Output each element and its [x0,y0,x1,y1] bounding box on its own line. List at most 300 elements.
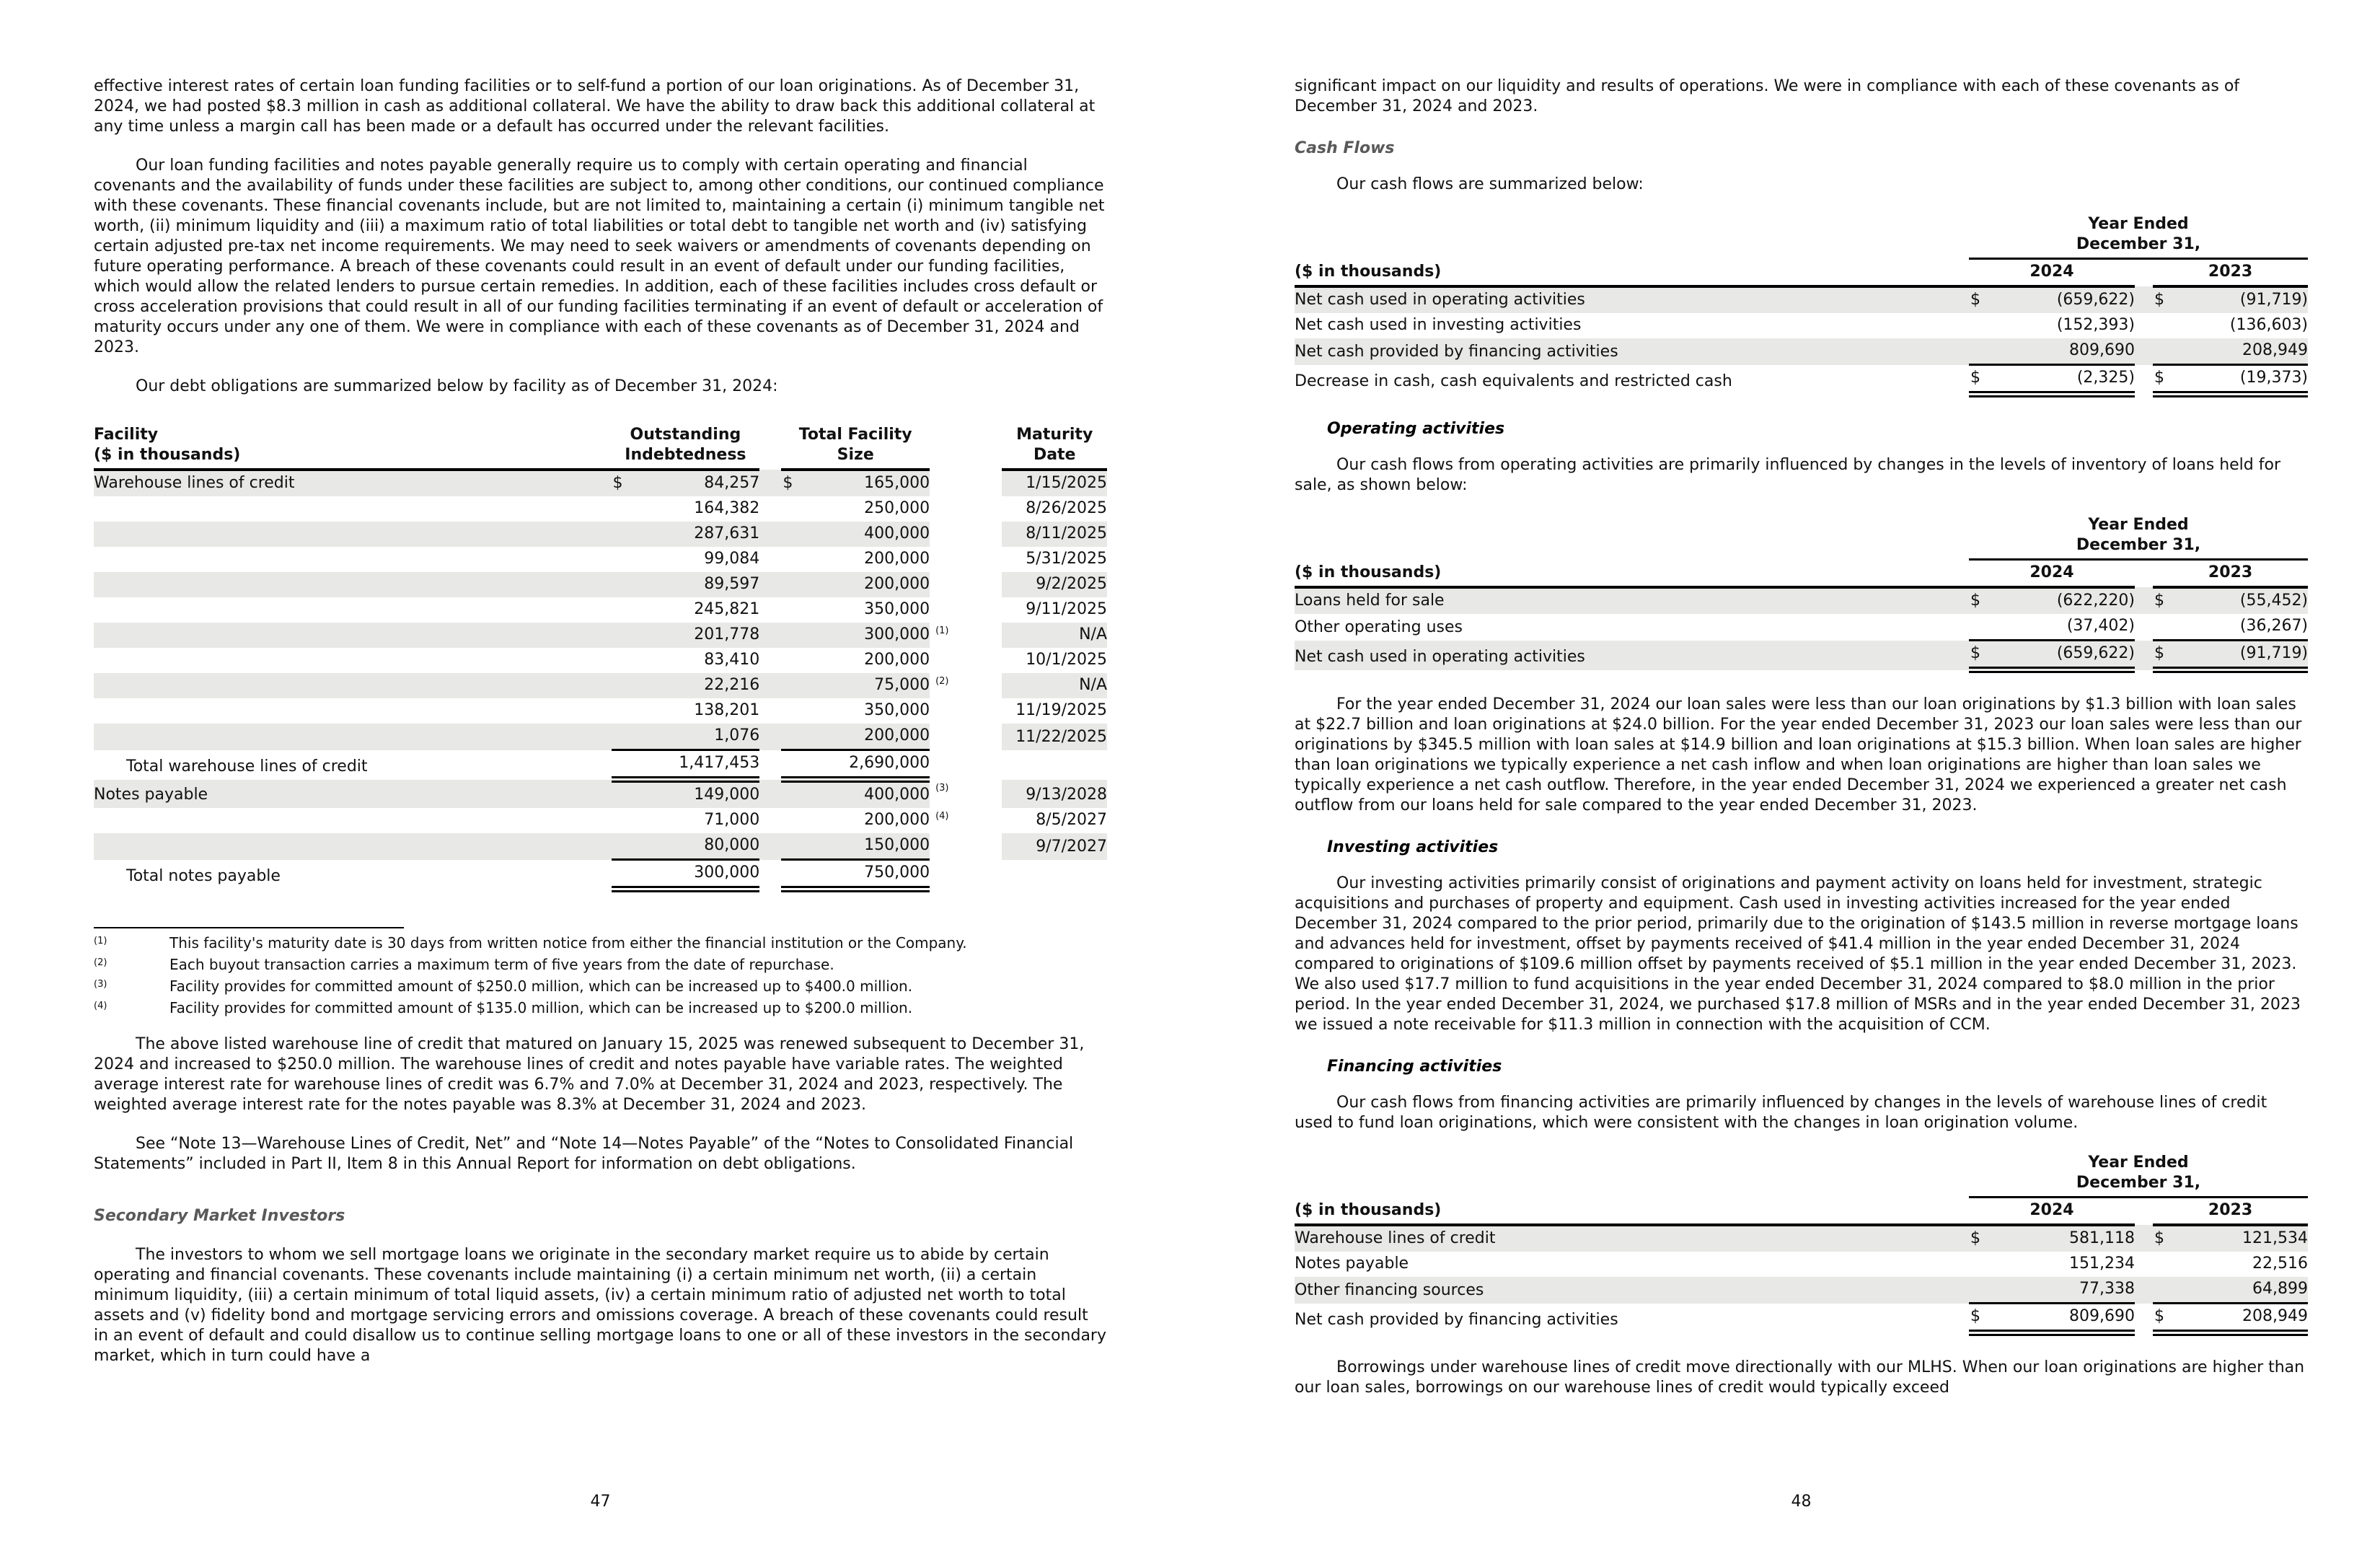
table-row [94,572,1107,597]
footnote-text: Facility provides for committed amount of $250.0 million, which can be increased up to $400.0 million. [169,977,913,995]
line-item-cell: Loans held for sale [1295,587,1969,614]
table-row [94,597,1107,623]
column-header-facility [94,423,612,470]
facility-size-cell: 150,000 [811,833,930,860]
maturity-cell: 9/7/2027 [1002,833,1107,860]
amount-2023-cell: 208,949 [2185,338,2308,365]
amount-2024-cell: 581,118 [2001,1225,2135,1252]
table-row [94,648,1107,673]
total-label-cell: Total warehouse lines of credit [126,757,368,776]
decrease-in-cash-row [1295,365,2308,395]
header-line: Year Ended [2088,1154,2189,1172]
header-spacer [2135,259,2153,287]
footnote-ref-cell [930,547,1002,572]
spacer-cell [759,673,781,698]
facility-size-cell: 250,000 [864,499,930,517]
amount-2024-cell: 151,234 [2069,1255,2135,1273]
amount-2023-cell: 64,899 [2185,1277,2308,1304]
dollar-cell [612,780,644,809]
paragraph-borrowings: Borrowings under warehouse lines of credit move directionally with our MLHS. When our loan originations are higher than our loan sales, borrowings on our warehouse lines of credit would typically exceed [1295,1358,2305,1397]
column-header-thousands: ($ in thousands) [1295,259,1969,287]
outstanding-cell: 80,000 [644,833,760,860]
header-spacer [1295,212,1969,259]
dollar-cell [612,547,644,572]
amount-2023-cell: (19,373) [2185,365,2308,395]
footnote-1 [94,933,1107,954]
table-row [94,698,1107,724]
amount-2024-cell: 77,338 [2001,1277,2135,1304]
column-header-year-ended [1969,212,2308,259]
dollar-cell [612,860,644,889]
page-48 [1295,0,2308,1551]
spacer-cell [2135,641,2153,670]
line-item-cell: Other operating uses [1295,618,1463,636]
dollar-cell [1969,614,2001,641]
facility-size-cell: 75,000 [811,673,930,698]
line-item-cell: Net cash used in operating activities [1295,641,1969,670]
column-header-2024: 2024 [1969,259,2135,287]
footnote-ref-cell: (4) [935,811,949,822]
spacer-cell [759,572,781,597]
amount-2024-cell: (622,220) [2001,587,2135,614]
operating-activities-table [1295,513,2308,673]
outstanding-total-cell: 300,000 [644,860,760,889]
column-header-2023: 2023 [2153,560,2308,588]
amount-2023-cell: 22,516 [2252,1255,2309,1273]
outstanding-total-cell: 1,417,453 [644,750,760,780]
footnote-text: This facility's maturity date is 30 days from written notice from either the financial institution or the Company. [169,934,967,952]
dollar-cell [612,724,644,750]
facility-cell [94,623,612,648]
facility-size-cell: 200,000 [811,724,930,750]
footnote-text: Each buyout transaction carries a maximum term of five years from the date of repurchase. [169,956,834,973]
footnote-ref-cell [930,750,1002,780]
facility-size-cell: 350,000 [864,600,930,618]
paragraph-cash-flows-summarized: Our cash flows are summarized below: [1336,175,1644,193]
header-line: December 31, [2076,1174,2201,1192]
dollar-cell [781,522,810,547]
facility-cell [94,522,612,547]
dollar-cell [2153,1277,2185,1304]
spacer-cell [2135,587,2153,614]
footnote-ref-cell [930,860,1002,889]
column-header-outstanding-indebtedness [612,423,760,470]
facility-cell [94,724,612,750]
spacer-cell [759,833,781,860]
footnote-marker: (4) [94,1001,107,1011]
amount-2024-cell: 809,690 [2001,338,2135,365]
spacer-cell [759,750,781,780]
footnote-ref-cell [930,572,1002,597]
maturity-cell: 5/31/2025 [1026,550,1107,568]
footnote-ref-cell [930,522,1002,547]
dollar-cell: $ [2153,641,2185,670]
dollar-cell [612,522,644,547]
table-row [1295,1277,2308,1304]
maturity-cell: 9/11/2025 [1026,600,1107,618]
dollar-cell: $ [1969,365,2001,395]
facility-size-cell: 200,000 [811,572,930,597]
spacer-cell [759,860,781,889]
year-columns-header-row [1295,560,2308,588]
table-row [94,547,1107,572]
dollar-cell: $ [2153,365,2185,395]
facility-size-cell: 400,000 [811,522,930,547]
spacer-cell [759,597,781,623]
dollar-cell [781,623,810,648]
heading-secondary-market-investors: Secondary Market Investors [94,1207,345,1225]
page-number-47: 47 [590,1493,611,1511]
maturity-cell: 11/22/2025 [1002,724,1107,750]
footnote-ref-cell: (1) [930,623,1002,648]
dollar-cell [781,750,810,780]
maturity-cell [1002,750,1107,780]
column-header-total-facility-size [781,423,930,470]
footnote-marker: (2) [94,957,107,968]
table-row [94,724,1107,750]
outstanding-cell: 164,382 [694,499,760,517]
page-47 [94,0,1107,1551]
facility-cell [94,496,612,522]
paragraph-debt-obligations-intro: Our debt obligations are summarized below by facility as of December 31, 2024: [136,377,778,395]
header-line: Year Ended [2088,516,2189,534]
spacer-cell [759,496,781,522]
maturity-cell: 8/11/2025 [1002,522,1107,547]
amount-2024-cell: (37,402) [2066,617,2135,635]
dollar-cell [781,597,810,623]
facility-size-cell: 165,000 [811,470,930,496]
debt-obligations-table [94,423,1107,892]
outstanding-cell: 245,821 [694,600,760,618]
facility-cell [94,547,612,572]
footnote-ref-cell [930,833,1002,860]
spacer-cell [759,623,781,648]
net-cash-operating-row [1295,641,2308,670]
header-footnote-spacer [930,423,1002,470]
facility-cell [94,698,612,724]
outstanding-cell: 89,597 [644,572,760,597]
maturity-cell: 11/19/2025 [1015,701,1107,719]
line-item-cell: Notes payable [1295,1255,1409,1273]
facility-size-cell: 300,000 [811,623,930,648]
table-row [1295,1252,2308,1277]
footnote-ref-cell [930,496,1002,522]
line-item-cell: Other financing sources [1295,1277,1969,1304]
amount-2023-cell: (91,719) [2185,641,2308,670]
dollar-cell [781,673,810,698]
header-line: Outstanding [630,426,741,444]
amount-2023-cell: (36,267) [2239,617,2309,635]
column-header-2023: 2023 [2153,1198,2308,1226]
debt-table-header-row [94,423,1107,470]
amount-2024-cell: (659,622) [2001,286,2135,313]
dollar-cell [781,572,810,597]
dollar-cell [781,833,810,860]
facility-cell [94,673,612,698]
footnote-2 [94,954,1107,975]
spacer-cell [2135,365,2153,395]
header-line: December 31, [2076,536,2201,554]
outstanding-cell: 138,201 [694,701,760,719]
spacer-cell [759,522,781,547]
spacer-cell [759,724,781,750]
outstanding-cell: 149,000 [644,780,760,809]
paragraph-investing: Our investing activities primarily consist of originations and payment activity on loans held for investment, strategic acquisitions and purchases of property and equipment. Cash used in investing activities increased for the year ended December 31, 2024 compared to the prior period, primarily due to the origination of $143.5 million in reverse mortgage loans and advances held for investment, offset by payments received of $41.4 million in the year ended December 31, 2024 compared to originations of $109.6 million offset by payments received of $5.1 million in the year ended December 31, 2023. We also used $17.7 million to fund acquisitions in the year ended December 31, 2024 compared to $8.0 million in the prior period. In the year ended December 31, 2024, we purchased $17.8 million of MSRs and in the year ended December 31, 2023 we issued a note receivable for $11.3 million in connection with the acquisition of CCM. [1295,874,2301,1034]
spacer-cell [2135,286,2153,313]
paragraph-operating-intro: Our cash flows from operating activities are primarily influenced by changes in the levels of inventory of loans held for sale, as shown below: [1295,456,2280,494]
paragraph-secondary-investors: The investors to whom we sell mortgage loans we originate in the secondary market require us to abide by certain operating and financial covenants. These covenants include maintaining (i) a certain minimum net worth, (ii) a certain minimum liquidity, (iii) a certain minimum of total liquid assets, (iv) a certain minimum ratio of adjusted net worth to total assets and (v) fidelity bond and mortgage servicing errors and omissions coverage. A breach of these covenants could result in an event of default and could disallow us to continue selling mortgage loans to one or all of these investors in the secondary market, which in turn could have a [94,1246,1106,1365]
outstanding-cell: 1,076 [644,724,760,750]
maturity-cell: 9/13/2028 [1002,780,1107,809]
spacer-cell [759,808,781,833]
year-columns-header-row [1295,1198,2308,1226]
paragraph-loan-sales: For the year ended December 31, 2024 our loan sales were less than our loan originations by $1.3 billion with loan sales at $22.7 billion and loan originations at $24.0 billion. For the year ended December 31, 2023 our loan sales were less than our originations by $345.5 million with loan sales at $14.9 billion and loan originations at $15.3 billion. When loan sales are higher than loan originations we typically experience a net cash inflow and when loan originations are higher than loan sales we typically experience a net cash outflow. Therefore, in the year ended December 31, 2024 we experienced a greater net cash outflow from our loans held for sale compared to the year ended December 31, 2023. [1295,695,2302,814]
page-47-content [94,0,1107,1366]
heading-operating-activities: Operating activities [1327,420,1505,438]
dollar-cell [1969,1277,2001,1304]
table-row [94,808,1107,833]
dollar-cell [781,698,810,724]
dollar-cell [612,623,644,648]
dollar-cell: $ [2153,1304,2185,1333]
page-48-content [1295,0,2308,1398]
dollar-cell [781,860,810,889]
outstanding-cell: 287,631 [644,522,760,547]
dollar-cell [612,833,644,860]
dollar-cell [612,496,644,522]
line-item-cell: Net cash used in operating activities [1295,286,1969,313]
spacer-cell [759,470,781,496]
footnote-marker: (3) [94,979,107,990]
table-row [94,623,1107,648]
facility-cell [94,648,612,673]
header-line: Year Ended [2088,215,2189,233]
line-item-cell: Warehouse lines of credit [1295,1225,1969,1252]
spacer-cell [2135,338,2153,365]
column-header-2024: 2024 [1969,560,2135,588]
footnote-ref-cell: (2) [930,673,1002,698]
dollar-cell: $ [1969,286,2001,313]
footnote-ref-cell [930,648,1002,673]
column-header-2023: 2023 [2153,259,2308,287]
outstanding-cell: 201,778 [644,623,760,648]
dollar-cell: $ [1969,641,2001,670]
maturity-cell: 1/15/2025 [1002,470,1107,496]
outstanding-cell: 83,410 [704,651,760,669]
maturity-cell: N/A [1002,623,1107,648]
paragraph-collateral: effective interest rates of certain loan funding facilities or to self-fund a portion of our loan originations. As of December 31, 2024, we had posted $8.3 million in cash as additional collateral. We have the ability to draw back this additional collateral at any time unless a margin call has been made or a default has occurred under the relevant facilities. [94,77,1096,136]
spacer-cell [759,698,781,724]
facility-cell [94,833,612,860]
cash-flow-summary-table [1295,212,2308,397]
amount-2023-cell: 208,949 [2185,1304,2308,1333]
table-row [1295,614,2308,641]
spacer-cell [2135,1252,2153,1277]
maturity-cell: 8/26/2025 [1026,499,1107,517]
outstanding-cell: 22,216 [644,673,760,698]
footnote-text: Facility provides for committed amount of $135.0 million, which can be increased up to $200.0 million. [169,999,913,1016]
heading-financing-activities: Financing activities [1327,1058,1502,1076]
table-row [1295,338,2308,365]
outstanding-cell: 99,084 [704,550,760,568]
table-row [94,470,1107,496]
table-row [1295,1225,2308,1252]
amount-2023-cell: 121,534 [2185,1225,2308,1252]
year-ended-header-row [1295,212,2308,259]
spacer-cell [2135,1225,2153,1252]
spacer-cell [2135,1304,2153,1333]
facility-cell [94,597,612,623]
dollar-cell [1969,1252,2001,1277]
header-spacer [1295,513,1969,560]
maturity-cell: N/A [1002,673,1107,698]
header-line: Facility [94,426,159,444]
paragraph-see-notes: See “Note 13—Warehouse Lines of Credit, Net” and “Note 14—Notes Payable” of the “Notes to Consolidated Financial Statements” included in Part II, Item 8 in this Annual Report for information on debt obligations. [94,1135,1074,1173]
dollar-cell [781,724,810,750]
dollar-cell [2153,1252,2185,1277]
paragraph-financing: Our cash flows from financing activities are primarily influenced by changes in the levels of warehouse lines of credit used to fund loan originations, which were consistent with the changes in loan origination volume. [1295,1094,2267,1132]
column-header-year-ended [1969,513,2308,560]
year-ended-header-row [1295,513,2308,560]
amount-2023-cell: (55,452) [2185,587,2308,614]
paragraph-loan-funding-covenants: Our loan funding facilities and notes payable generally require us to comply with certain operating and financial covenants and the availability of funds under these facilities are subject to, among other conditions, our continued compliance with these covenants. These financial covenants include, but are not limited to, maintaining a certain (i) minimum tangible net worth, (ii) minimum liquidity and (iii) a maximum ratio of total liabilities or total debt to tangible net worth and (iv) satisfying certain adjusted pre-tax net income requirements. We may need to seek waivers or amendments of covenants depending on future operating performance. A breach of these covenants could result in an event of default under our funding facilities, which would allow the related lenders to pursue certain remedies. In addition, each of these facilities includes cross default or cross acceleration provisions that could result in all of our funding facilities terminating if an event of default or acceleration of maturity occurs under any one of them. We were in compliance with each of these covenants as of December 31, 2024 and 2023. [94,157,1105,356]
amount-2024-cell: 809,690 [2001,1304,2135,1333]
heading-cash-flows: Cash Flows [1295,139,1395,157]
facility-cell [94,808,612,833]
spacer-cell [759,780,781,809]
spacer-cell [2135,1277,2153,1304]
paragraph-significant-impact: significant impact on our liquidity and results of operations. We were in compliance with each of these covenants as of December 31, 2024 and 2023. [1295,77,2240,115]
table-row [1295,587,2308,614]
paragraph-renewed-facility: The above listed warehouse line of credit that matured on January 15, 2025 was renewed subsequent to December 31, 2024 and increased to $250.0 million. The warehouse lines of credit and notes payable have variable rates. The weighted average interest rate for warehouse lines of credit was 6.7% and 7.0% at December 31, 2024 and 2023, respectively. The weighted average interest rate for the notes payable was 8.3% at December 31, 2024 and 2023. [94,1035,1085,1114]
dollar-cell: $ [1969,1225,2001,1252]
dollar-cell [612,808,644,833]
header-spacer [1295,1151,1969,1198]
dollar-cell [612,572,644,597]
dollar-cell [1969,313,2001,338]
dollar-cell [2153,338,2185,365]
header-line: December 31, [2076,235,2201,253]
footnote-4 [94,998,1107,1019]
table-row [94,673,1107,698]
net-cash-financing-row [1295,1304,2308,1333]
header-line: Date [1033,446,1076,464]
footnote-divider [94,927,404,928]
dollar-cell [2153,313,2185,338]
facility-cell: Notes payable [94,780,612,809]
column-header-year-ended [1969,1151,2308,1198]
total-notes-payable-row [94,860,1107,889]
dollar-cell [2153,614,2185,641]
dollar-cell [781,808,810,833]
facility-size-cell: 200,000 [864,651,930,669]
dollar-cell [612,750,644,780]
table-row [1295,286,2308,313]
column-header-thousands: ($ in thousands) [1295,560,1969,588]
line-item-cell: Net cash used in investing activities [1295,316,1582,334]
dollar-cell [781,648,810,673]
financing-activities-table [1295,1151,2308,1336]
facility-size-cell: 200,000 [864,811,930,829]
table-row [94,496,1107,522]
dollar-cell [612,597,644,623]
footnote-ref-cell [930,470,1002,496]
footnote-3 [94,976,1107,997]
dollar-cell: $ [2153,286,2185,313]
table-row [94,780,1107,809]
dollar-cell [612,673,644,698]
dollar-cell: $ [2153,587,2185,614]
table-row [1295,313,2308,338]
maturity-cell: 9/2/2025 [1002,572,1107,597]
header-line: Size [837,446,874,464]
amount-2023-cell: (91,719) [2185,286,2308,313]
line-item-cell: Net cash provided by financing activities [1295,1310,1618,1329]
header-spacer [759,423,781,470]
column-header-2024: 2024 [1969,1198,2135,1226]
footnote-ref-cell: (3) [930,780,1002,809]
header-line: Maturity [1016,426,1093,444]
amount-2023-cell: (136,603) [2229,316,2309,334]
dollar-cell [781,496,810,522]
header-line: ($ in thousands) [94,446,241,464]
line-item-cell: Decrease in cash, cash equivalents and restricted cash [1295,372,1732,390]
footnote-ref-cell [930,724,1002,750]
facility-size-total-cell: 750,000 [811,860,930,889]
dollar-cell: $ [612,470,644,496]
dollar-cell [612,648,644,673]
dollar-cell [1969,338,2001,365]
facility-size-cell: 400,000 [811,780,930,809]
dollar-cell: $ [1969,587,2001,614]
footnote-ref-cell [930,698,1002,724]
spacer-cell [2135,614,2153,641]
facility-cell: Warehouse lines of credit [94,470,612,496]
table-row [94,522,1107,547]
dollar-cell: $ [781,470,810,496]
outstanding-cell: 84,257 [644,470,760,496]
facility-size-cell: 200,000 [864,550,930,568]
amount-2024-cell: (2,325) [2001,365,2135,395]
maturity-cell: 8/5/2027 [1036,811,1107,829]
header-line: Total Facility [798,426,912,444]
facility-size-total-cell: 2,690,000 [811,750,930,780]
outstanding-cell: 71,000 [704,811,760,829]
dollar-cell [781,780,810,809]
header-spacer [2135,1198,2153,1226]
total-label-cell: Total notes payable [126,866,281,885]
spacer-cell [759,547,781,572]
heading-investing-activities: Investing activities [1327,838,1499,856]
header-line: Indebtedness [625,446,746,464]
amount-2024-cell: (659,622) [2001,641,2135,670]
year-ended-header-row [1295,1151,2308,1198]
year-columns-header-row [1295,259,2308,287]
maturity-cell [1002,860,1107,889]
footnote-marker: (1) [94,936,107,946]
spacer-cell [759,648,781,673]
footnote-ref-cell [930,597,1002,623]
dollar-cell: $ [2153,1225,2185,1252]
table-row [94,833,1107,860]
total-warehouse-row [94,750,1107,780]
maturity-cell: 10/1/2025 [1026,651,1107,669]
facility-size-cell: 350,000 [864,701,930,719]
header-spacer [2135,560,2153,588]
spacer-cell [2135,313,2153,338]
amount-2024-cell: (152,393) [2056,316,2135,334]
column-header-maturity-date [1002,423,1107,470]
